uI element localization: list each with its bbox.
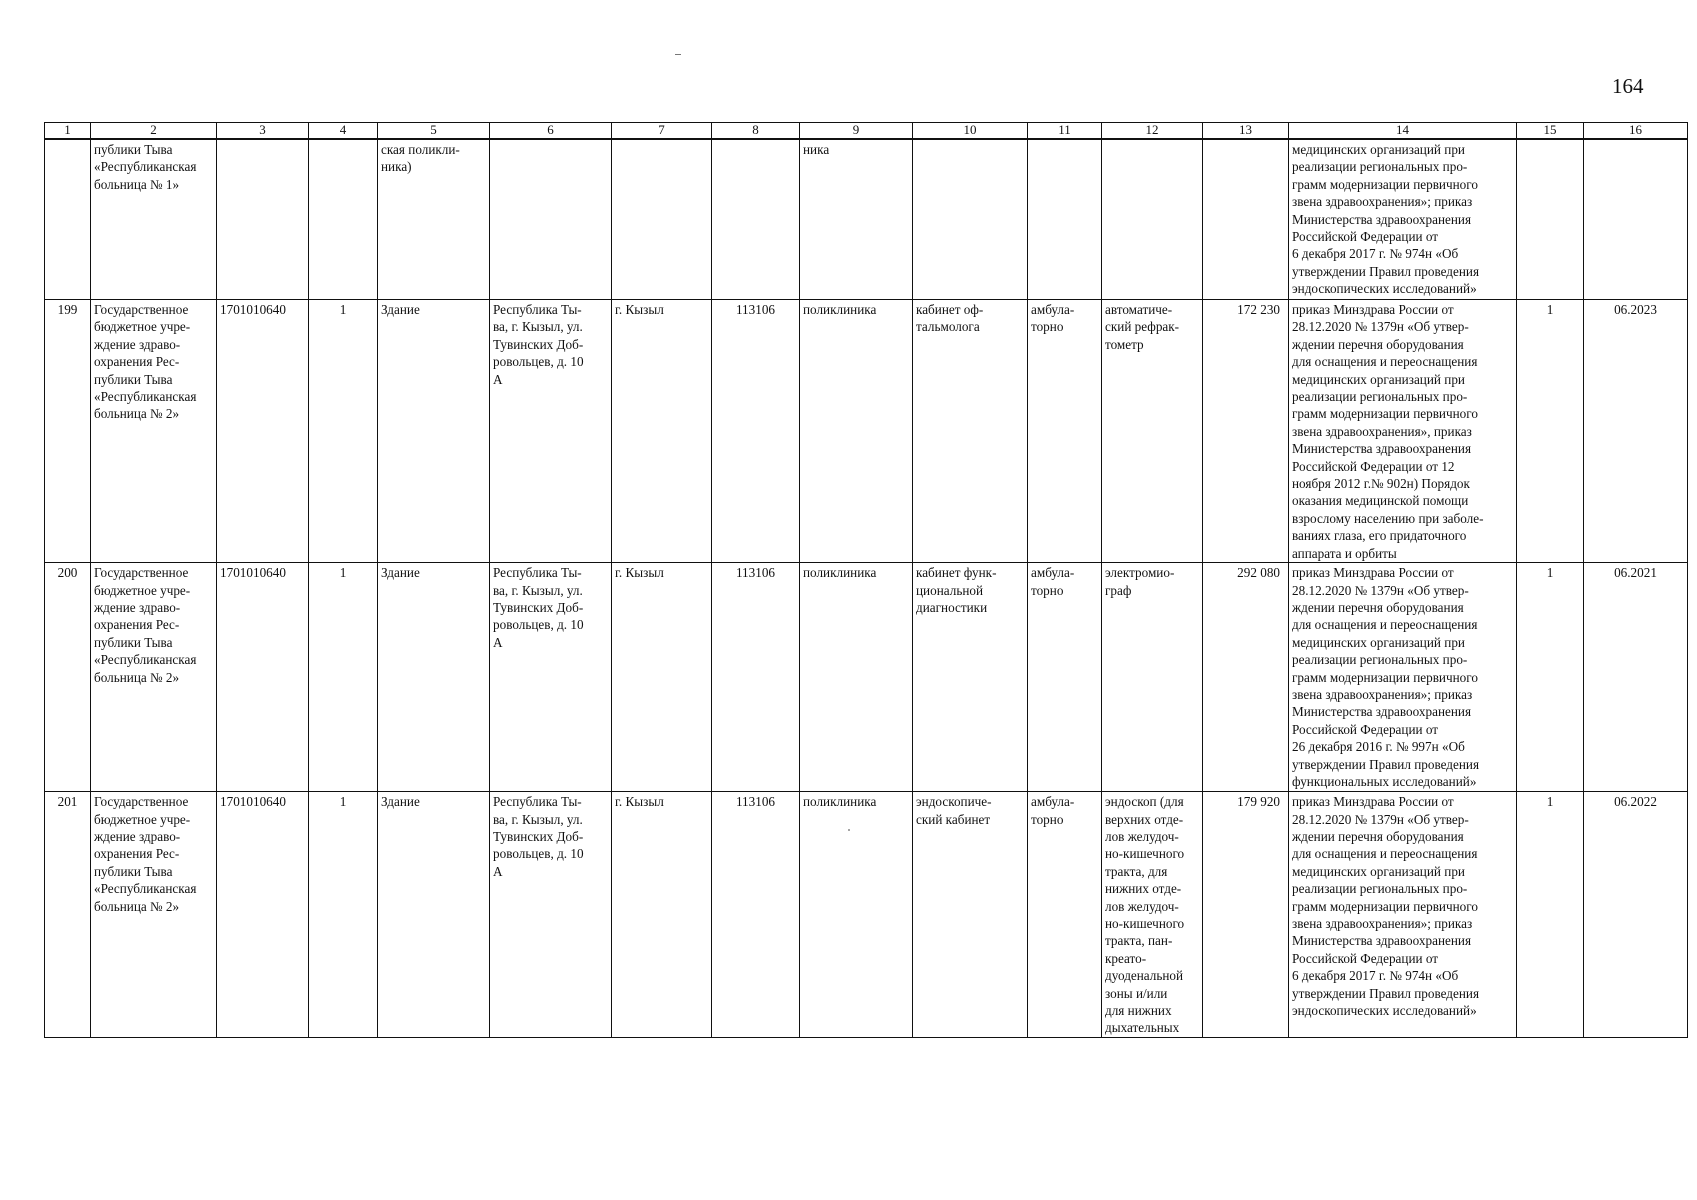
- cell-legal-basis: приказ Минздрава России от 28.12.2020 № 1379н «Об утвер- ждении перечня оборудования для оснащения и переоснащения медицинских организаций при реализации региональных про- грамм модернизации первичного звена здравоохранения»; приказ Министерства здравоохранения Российской Федерации от 6 декабря 2017 г. № 974н «Об утверждении Правил проведения эндоскопических исследований»: [1289, 792, 1517, 1038]
- cell-object-type: Здание: [378, 792, 490, 1038]
- column-number-13: 13: [1203, 123, 1289, 140]
- cell-department: кабинет функ- циональной диагностики: [913, 563, 1028, 792]
- column-number-1: 1: [45, 123, 91, 140]
- cell-code: 113106: [712, 300, 800, 563]
- cell-address: Республика Ты- ва, г. Кызыл, ул. Тувинских Доб- ровольцев, д. 10 А: [490, 792, 612, 1038]
- cell-city: г. Кызыл: [612, 300, 712, 563]
- cell-equipment: [1102, 139, 1203, 300]
- cell-inn: 1701010640: [217, 792, 309, 1038]
- cell-institution: публики Тыва «Республиканская больница № 1»: [91, 139, 217, 300]
- cell-cost: 292 080: [1203, 563, 1289, 792]
- cell-cost: [1203, 139, 1289, 300]
- cell-row-number: [45, 139, 91, 300]
- cell-department: эндоскопиче- ский кабинет: [913, 792, 1028, 1038]
- cell-count: 1: [309, 792, 378, 1038]
- cell-code: 113106: [712, 792, 800, 1038]
- table-row-continuation: [45, 139, 1688, 300]
- cell-row-number: 199: [45, 300, 91, 563]
- cell-care-mode: амбула- торно: [1028, 563, 1102, 792]
- cell-institution: Государственное бюджетное учре- ждение здраво- охранения Рес- публики Тыва «Республиканская больница № 2»: [91, 792, 217, 1038]
- cell-equipment: электромио- граф: [1102, 563, 1203, 792]
- column-number-15: 15: [1517, 123, 1584, 140]
- cell-date: 06.2021: [1584, 563, 1688, 792]
- table-row-201: [45, 792, 1688, 1038]
- column-number-7: 7: [612, 123, 712, 140]
- column-number-2: 2: [91, 123, 217, 140]
- cell-facility-type: поликлиника: [800, 563, 913, 792]
- cell-facility-type: поликлиника: [800, 300, 913, 563]
- cell-object-type: Здание: [378, 300, 490, 563]
- cell-legal-basis: медицинских организаций при реализации региональных про- грамм модернизации первичного звена здравоохранения»; приказ Министерства здравоохранения Российской Федерации от 6 декабря 2017 г. № 974н «Об утверждении Правил проведения эндоскопических исследований»: [1289, 139, 1517, 300]
- page-number: 164: [1612, 74, 1644, 98]
- cell-count: [309, 139, 378, 300]
- column-number-9: 9: [800, 123, 913, 140]
- cell-equipment: автоматиче- ский рефрак- тометр: [1102, 300, 1203, 563]
- column-number-10: 10: [913, 123, 1028, 140]
- column-number-4: 4: [309, 123, 378, 140]
- cell-department: [913, 139, 1028, 300]
- table-row-200: [45, 563, 1688, 792]
- cell-cost: 179 920: [1203, 792, 1289, 1038]
- column-number-3: 3: [217, 123, 309, 140]
- cell-facility-type: ника: [800, 139, 913, 300]
- cell-quantity: 1: [1517, 300, 1584, 563]
- scan-dash-mark: [675, 54, 681, 55]
- cell-legal-basis: приказ Минздрава России от 28.12.2020 № 1379н «Об утвер- ждении перечня оборудования для оснащения и переоснащения медицинских организаций при реализации региональных про- грамм модернизации первичного звена здравоохранения»; приказ Министерства здравоохранения Российской Федерации от 26 декабря 2016 г. № 997н «Об утверждении Правил проведения функциональных исследований»: [1289, 563, 1517, 792]
- cell-city: г. Кызыл: [612, 792, 712, 1038]
- cell-facility-type: поликлиника: [800, 792, 913, 1038]
- cell-quantity: 1: [1517, 792, 1584, 1038]
- cell-legal-basis: приказ Минздрава России от 28.12.2020 № 1379н «Об утвер- ждении перечня оборудования для оснащения и переоснащения медицинских организаций при реализации региональных про- грамм модернизации первичного звена здравоохранения», приказ Министерства здравоохранения Российской Федерации от 12 ноября 2012 г.№ 902н) Порядок оказания медицинской помощи взрослому населению при заболе- ваниях глаза, его придаточного аппарата и орбиты: [1289, 300, 1517, 563]
- cell-date: [1584, 139, 1688, 300]
- column-number-5: 5: [378, 123, 490, 140]
- column-number-11: 11: [1028, 123, 1102, 140]
- cell-code: [712, 139, 800, 300]
- cell-cost: 172 230: [1203, 300, 1289, 563]
- cell-department: кабинет оф- тальмолога: [913, 300, 1028, 563]
- equipment-registry-table: [44, 122, 1688, 1038]
- cell-row-number: 200: [45, 563, 91, 792]
- column-number-6: 6: [490, 123, 612, 140]
- cell-quantity: [1517, 139, 1584, 300]
- cell-count: 1: [309, 563, 378, 792]
- cell-institution: Государственное бюджетное учре- ждение здраво- охранения Рес- публики Тыва «Республиканская больница № 2»: [91, 300, 217, 563]
- cell-address: [490, 139, 612, 300]
- cell-address: Республика Ты- ва, г. Кызыл, ул. Тувинских Доб- ровольцев, д. 10 А: [490, 563, 612, 792]
- cell-care-mode: амбула- торно: [1028, 792, 1102, 1038]
- column-number-row: [45, 123, 1688, 140]
- scan-dot-mark: [848, 829, 850, 831]
- cell-quantity: 1: [1517, 563, 1584, 792]
- cell-address: Республика Ты- ва, г. Кызыл, ул. Тувинских Доб- ровольцев, д. 10 А: [490, 300, 612, 563]
- cell-inn: 1701010640: [217, 300, 309, 563]
- cell-date: 06.2022: [1584, 792, 1688, 1038]
- cell-inn: [217, 139, 309, 300]
- cell-row-number: 201: [45, 792, 91, 1038]
- cell-count: 1: [309, 300, 378, 563]
- column-number-16: 16: [1584, 123, 1688, 140]
- cell-inn: 1701010640: [217, 563, 309, 792]
- cell-date: 06.2023: [1584, 300, 1688, 563]
- cell-object-type: Здание: [378, 563, 490, 792]
- cell-city: г. Кызыл: [612, 563, 712, 792]
- cell-institution: Государственное бюджетное учре- ждение здраво- охранения Рес- публики Тыва «Республиканская больница № 2»: [91, 563, 217, 792]
- column-number-8: 8: [712, 123, 800, 140]
- cell-equipment: эндоскоп (для верхних отде- лов желудоч- но-кишечного тракта, для нижних отде- лов желудоч- но-кишечного тракта, пан- креато- дуоденальной зоны и/или для нижних дыхательных: [1102, 792, 1203, 1038]
- column-number-14: 14: [1289, 123, 1517, 140]
- table-row-199: [45, 300, 1688, 563]
- cell-care-mode: [1028, 139, 1102, 300]
- cell-care-mode: амбула- торно: [1028, 300, 1102, 563]
- cell-city: [612, 139, 712, 300]
- cell-object-type: ская поликли- ника): [378, 139, 490, 300]
- column-number-12: 12: [1102, 123, 1203, 140]
- cell-code: 113106: [712, 563, 800, 792]
